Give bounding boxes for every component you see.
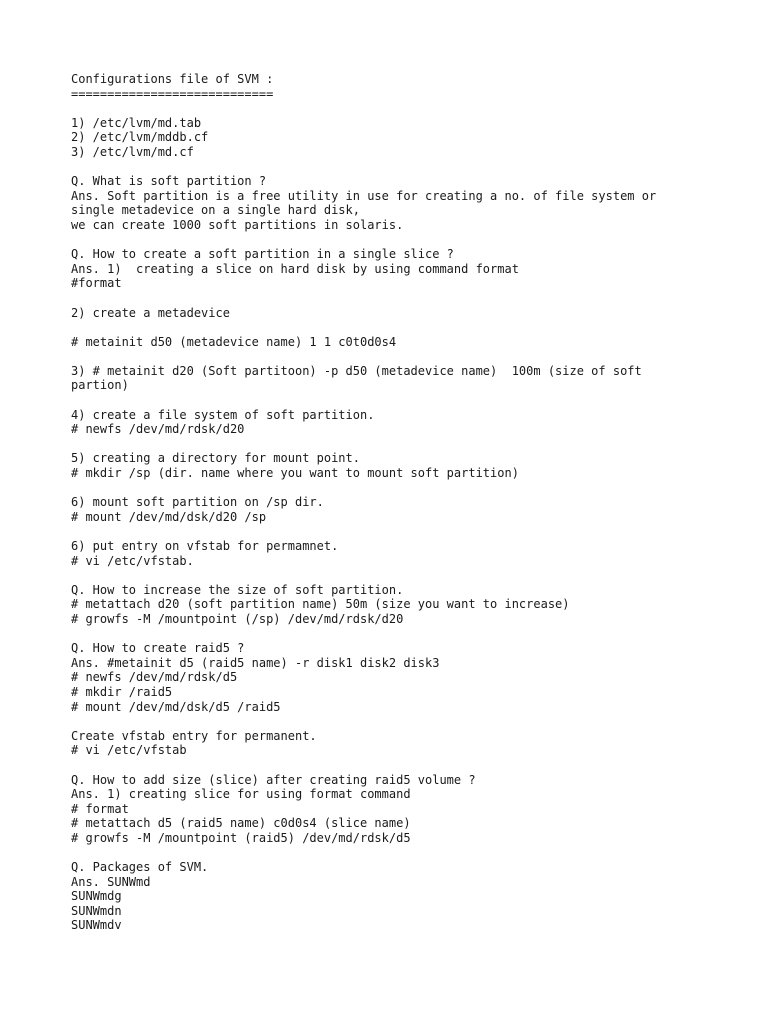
blank-line [71, 160, 751, 175]
text-line: Create vfstab entry for permanent. [71, 728, 317, 743]
text-line: 2) create a metadevice [71, 305, 230, 320]
text-line: Ans. SUNWmd [71, 874, 151, 889]
blank-line [71, 481, 751, 496]
blank-line [71, 437, 751, 452]
text-line: # vi /etc/vfstab. [71, 553, 194, 568]
blank-line [71, 524, 751, 539]
text-line: # mkdir /raid5 [71, 684, 173, 699]
blank-line [71, 291, 751, 306]
text-line: SUNWmdv [71, 918, 122, 933]
text-line: 4) create a file system of soft partition. [71, 407, 375, 422]
text-line: # newfs /dev/md/rdsk/d20 [71, 422, 245, 437]
document-page [71, 72, 751, 933]
text-line: 2) /etc/lvm/mddb.cf [71, 130, 209, 145]
blank-line [71, 758, 751, 773]
blank-line [71, 233, 751, 248]
blank-line [71, 845, 751, 860]
blank-line [71, 320, 751, 335]
text-line: # vi /etc/vfstab [71, 743, 187, 758]
text-line: Q. How to add size (slice) after creating raid5 volume ? [71, 772, 476, 787]
text-line: Q. How to create raid5 ? [71, 641, 245, 656]
text-line: Q. How to increase the size of soft partition. [71, 582, 404, 597]
text-line: # mount /dev/md/dsk/d5 /raid5 [71, 699, 281, 714]
text-line: SUNWmdn [71, 903, 122, 918]
text-line: # newfs /dev/md/rdsk/d5 [71, 670, 238, 685]
text-line: # mount /dev/md/dsk/d20 /sp [71, 509, 267, 524]
blank-line [71, 568, 751, 583]
text-line: # format [71, 801, 129, 816]
text-line: Q. How to create a soft partition in a single slice ? [71, 247, 454, 262]
text-line: 1) /etc/lvm/md.tab [71, 115, 202, 130]
text-line: 6) put entry on vfstab for permamnet. [71, 539, 339, 553]
text-line: Q. Packages of SVM. [71, 860, 209, 875]
blank-line [71, 393, 751, 408]
text-line: 3) # metainit d20 (Soft partitoon) -p d50 (metadevice name) 100m (size of soft [71, 363, 642, 378]
text-line: 5) creating a directory for mount point. [71, 451, 360, 466]
text-line: #format [71, 276, 122, 291]
text-line: 6) mount soft partition on /sp dir. [71, 495, 324, 510]
text-line: # growfs -M /mountpoint (/sp) /dev/md/rdsk/d20 [71, 611, 404, 626]
text-line: # mkdir /sp (dir. name where you want to mount soft partition) [71, 466, 519, 481]
text-line: # metattach d20 (soft partition name) 50m (size you want to increase) [71, 597, 570, 612]
text-line: # metattach d5 (raid5 name) c0d0s4 (slice name) [71, 816, 411, 831]
text-line: Ans. 1) creating slice for using format command [71, 787, 411, 802]
blank-line [71, 349, 751, 364]
text-line: we can create 1000 soft partitions in solaris. [71, 217, 404, 232]
text-line: Q. What is soft partition ? [71, 174, 267, 189]
text-line: single metadevice on a single hard disk, [71, 203, 360, 218]
text-line: Ans. #metainit d5 (raid5 name) -r disk1 disk2 disk3 [71, 655, 440, 670]
text-line: Ans. Soft partition is a free utility in use for creating a no. of file system or [71, 188, 657, 203]
blank-line [71, 714, 751, 729]
text-line: ============================ [71, 86, 274, 101]
text-line: # metainit d50 (metadevice name) 1 1 c0t0d0s4 [71, 334, 397, 349]
text-line: 3) /etc/lvm/md.cf [71, 144, 194, 159]
blank-line [71, 101, 751, 116]
text-line: partion) [71, 378, 129, 393]
text-line: # growfs -M /mountpoint (raid5) /dev/md/rdsk/d5 [71, 830, 411, 845]
text-line: Configurations file of SVM : [71, 72, 274, 86]
text-line: SUNWmdg [71, 889, 122, 904]
blank-line [71, 627, 751, 642]
text-line: Ans. 1) creating a slice on hard disk by using command format [71, 261, 519, 276]
